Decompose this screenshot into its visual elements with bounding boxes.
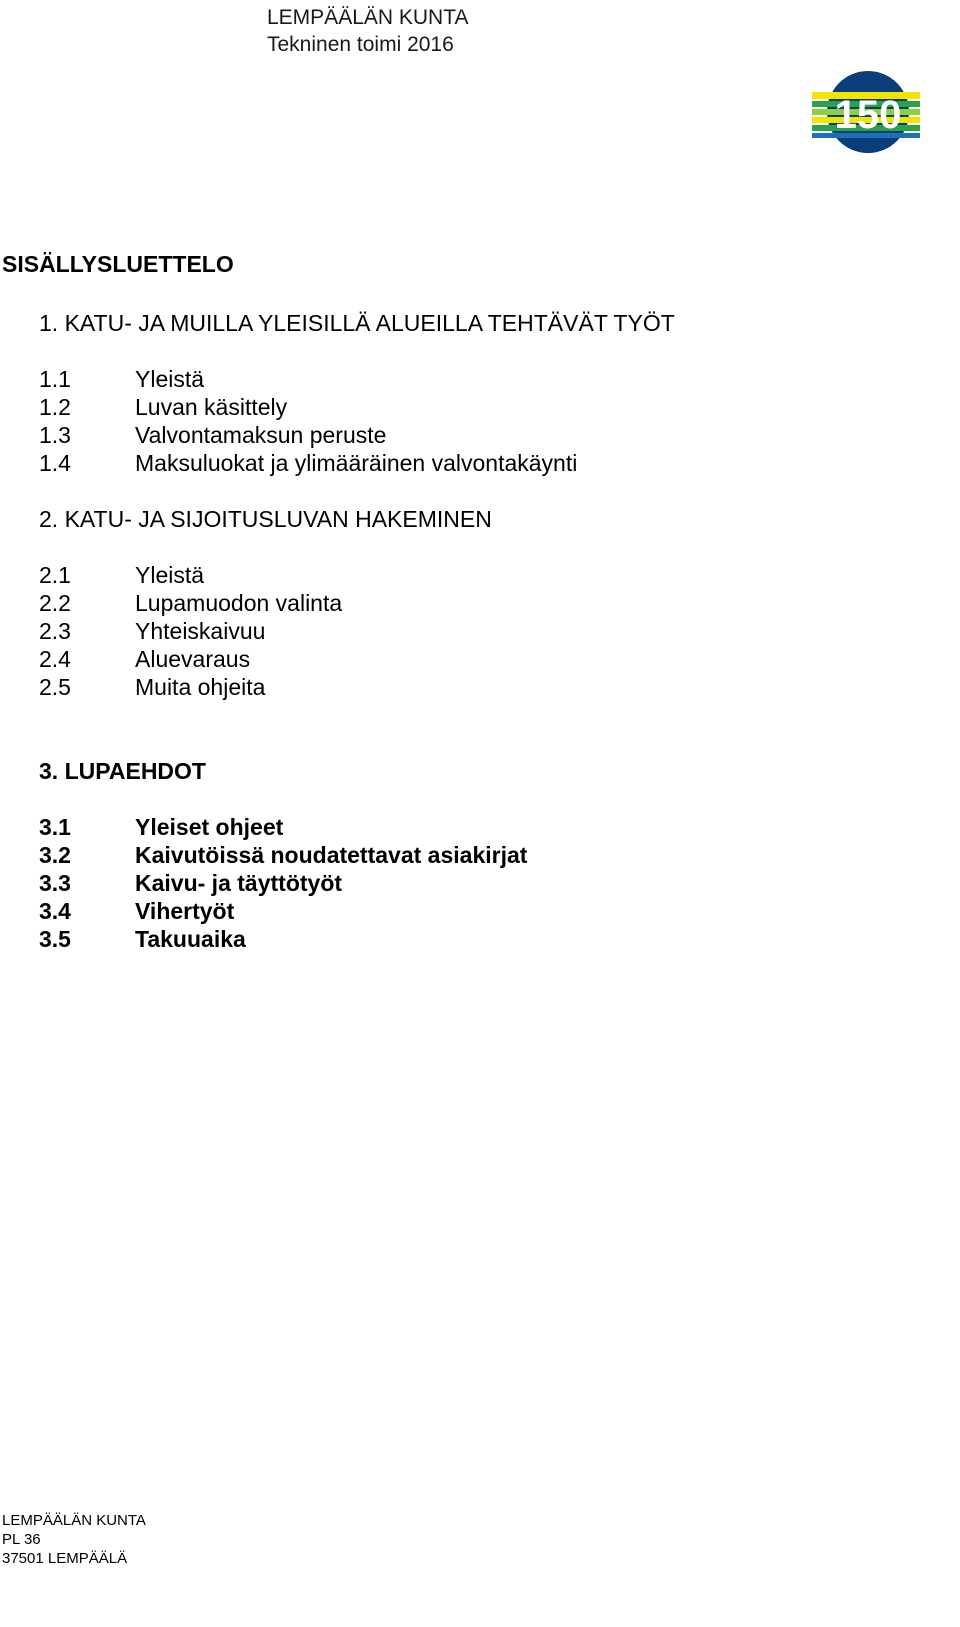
toc-item-number: 1.3: [39, 422, 71, 448]
toc-item-number: 3.3: [39, 870, 71, 896]
toc-section-1-heading: 1. KATU- JA MUILLA YLEISILLÄ ALUEILLA TEHTÄVÄT TYÖT: [39, 310, 675, 336]
toc-item: [39, 589, 342, 617]
toc-section-2-heading: 2. KATU- JA SIJOITUSLUVAN HAKEMINEN: [39, 506, 492, 532]
toc-item: [39, 393, 577, 421]
toc-item: [39, 869, 527, 897]
toc-item-label: Lupamuodon valinta: [135, 590, 343, 616]
footer-postal: 37501 LEMPÄÄLÄ: [2, 1550, 128, 1567]
toc-item-label: Valvontamaksun peruste: [135, 422, 387, 448]
toc-section-2-list: [39, 561, 342, 701]
toc-item-number: 2.4: [39, 646, 71, 672]
toc-item: [39, 421, 577, 449]
toc-item: [39, 813, 527, 841]
toc-item-number: 2.2: [39, 590, 71, 616]
toc-section-3-list: [39, 813, 527, 953]
toc-item-label: Muita ohjeita: [135, 674, 266, 700]
anniversary-logo: [812, 70, 920, 154]
toc-title: SISÄLLYSLUETTELO: [2, 251, 234, 277]
toc-item: [39, 561, 342, 589]
toc-item-number: 2.1: [39, 562, 71, 588]
toc-item-label: Maksuluokat ja ylimääräinen valvontakäynti: [135, 450, 578, 476]
toc-item-label: Yhteiskaivuu: [135, 618, 266, 644]
toc-item: [39, 673, 342, 701]
toc-item-number: 3.1: [39, 814, 71, 840]
toc-item-label: Yleistä: [135, 562, 205, 588]
footer-pobox: PL 36: [2, 1531, 41, 1548]
header-dept: Tekninen toimi 2016: [267, 33, 454, 56]
toc-section-1-list: [39, 365, 577, 477]
toc-item: [39, 897, 527, 925]
toc-item-number: 3.4: [39, 898, 71, 924]
toc-item-label: Aluevaraus: [135, 646, 251, 672]
toc-item: [39, 925, 527, 953]
toc-item-number: 1.1: [39, 366, 71, 392]
document-footer: [2, 1511, 146, 1568]
toc-item: [39, 617, 342, 645]
toc-item: [39, 645, 342, 673]
toc-item-number: 1.4: [39, 450, 71, 476]
toc-item-number: 2.5: [39, 674, 71, 700]
toc-item-number: 1.2: [39, 394, 71, 420]
footer-org: LEMPÄÄLÄN KUNTA: [2, 1512, 146, 1529]
toc-item-label: Yleistä: [135, 366, 205, 392]
toc-item-number: 3.2: [39, 842, 71, 868]
document-header: [267, 4, 469, 58]
toc-section-3-heading: 3. LUPAEHDOT: [39, 758, 206, 784]
toc-item-label: Takuuaika: [135, 926, 246, 952]
toc-item-label: Yleiset ohjeet: [135, 814, 284, 840]
toc-item: [39, 841, 527, 869]
toc-item-label: Vihertyöt: [135, 898, 235, 924]
toc-item-number: 2.3: [39, 618, 71, 644]
header-org: LEMPÄÄLÄN KUNTA: [267, 6, 469, 29]
logo-text: 150: [834, 93, 902, 137]
toc-item: [39, 365, 577, 393]
toc-item-number: 3.5: [39, 926, 71, 952]
toc-item-label: Kaivu- ja täyttötyöt: [135, 870, 343, 896]
toc-item-label: Kaivutöissä noudatettavat asiakirjat: [135, 842, 528, 868]
logo-150-icon: [812, 70, 920, 154]
toc-item-label: Luvan käsittely: [135, 394, 288, 420]
toc-item: [39, 449, 577, 477]
